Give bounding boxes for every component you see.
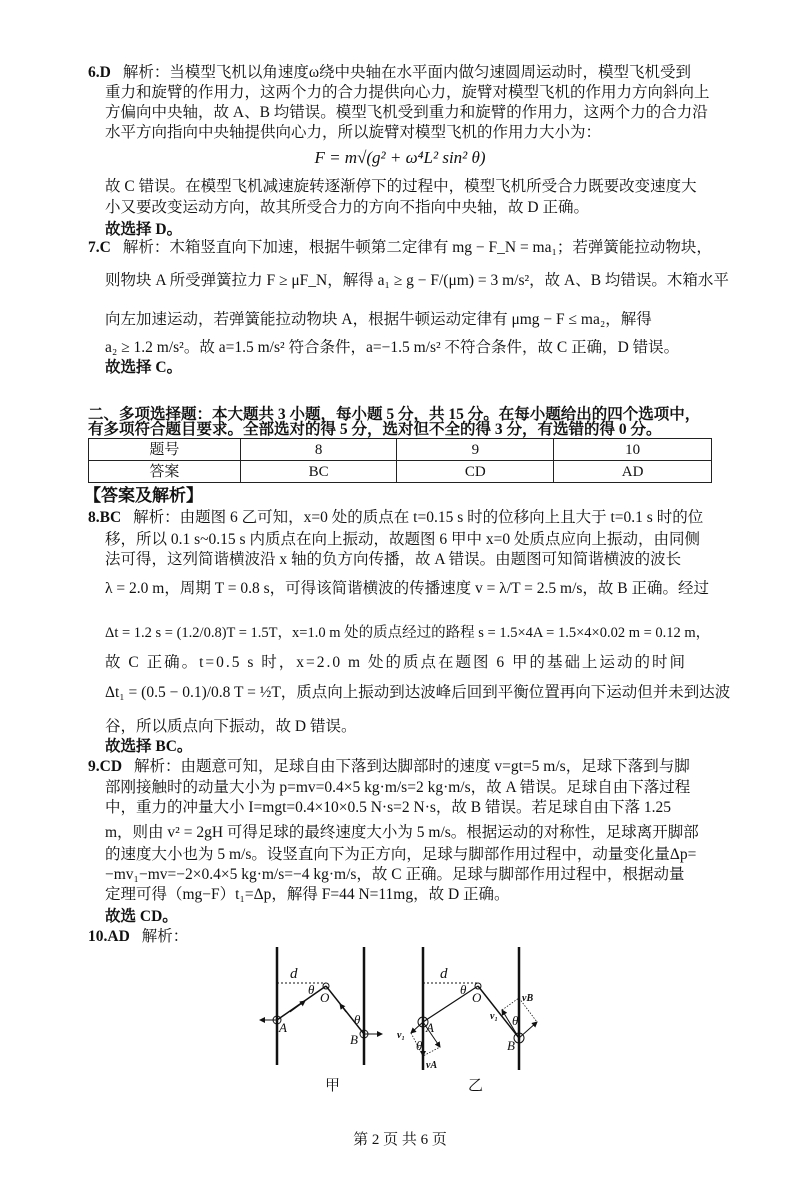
pulley-o [323,983,329,989]
row-header: 答案 [89,461,241,483]
label-theta: θ [354,1012,361,1027]
rope-b [478,986,519,1038]
table-cell: 9 [397,439,554,461]
q6-line: 小又要改变运动方向，故其所受合力的方向不指向中央轴，故 D 正确。 [105,199,589,216]
label-va: vA [426,1060,438,1071]
q8-label: 8.BC [88,509,122,526]
q6-line: 方偏向中央轴，故 A、B 均错误。模型飞机受到重力和旋臂的作用力，这两个力的合力沿 [105,104,708,121]
q6-label: 6.D [88,64,111,81]
q7-conclusion: 故选择 C。 [105,359,183,376]
q6-line: 故 C 错误。在模型飞机减速旋转逐渐停下的过程中，模型飞机所受合力既要改变速度大 [105,178,697,195]
answer-table [88,438,712,483]
tension-arrow [340,1004,346,1012]
label-b: B [507,1038,515,1053]
q8-line: 法可得，这列简谐横波沿 x 轴的负方向传播，故 A 错误。由题图可知简谐横波的波长 [105,551,682,568]
q9-conclusion: 故选 CD。 [105,908,178,925]
figure-jia [260,947,382,1065]
table-cell: 10 [554,439,712,461]
q8-conclusion: 故选择 BC。 [105,738,193,755]
caption-yi: 乙 [468,1078,484,1094]
table-cell: AD [554,461,712,483]
q7-line-1 [88,237,712,259]
q9-line: 部刚接触时的动量大小为 p=mv=0.4×5 kg·m/s=2 kg·m/s，故 A 错误。足球自由下落过程 [105,779,691,796]
label-theta: θ [460,982,467,997]
q8-line: Δt₁ = (0.5 − 0.1)/0.8 T = ½T，质点向上振动到达波峰后回到平衡位置再向下运动但并未到达波 [105,684,731,701]
figure-yi [411,947,537,1070]
q8-line: 谷，所以质点向下振动，故 D 错误。 [105,718,357,735]
q9-label: 9.CD [88,758,123,775]
label-o: O [320,990,330,1005]
velocity-arrow [519,1022,537,1038]
q9-text: 解析：由题意可知，足球自由下落到达脚部时的速度 v=gt=5 m/s，足球下落到与脚 [134,758,690,775]
q6-conclusion: 故选择 D。 [105,221,183,238]
velocity-arrow [411,1022,423,1033]
ring-b [514,1033,524,1043]
rope-a [423,986,478,1022]
q10-text: 解析： [141,928,189,945]
q9-line: m，则由 v² = 2gH 可得足球的最终速度大小为 5 m/s。根据运动的对称性，足球离开脚部 [105,824,699,841]
table-cell: 8 [240,439,397,461]
q10-line [88,926,698,948]
q10-label: 10.AD [88,928,130,945]
figure-labels [278,966,533,1071]
label-vb: vB [522,993,534,1004]
label-d: d [290,966,298,982]
label-v1: v₁ [397,1030,405,1041]
q8-line: 移，所以 0.1 s~0.15 s 内质点在向上振动，故题图 6 甲中 x=0 处质点应向上振动，由同侧 [105,531,700,548]
row-header: 题号 [89,439,241,461]
table-cell: BC [240,461,397,483]
q6-formula: F = m√(g² + ω⁴L² sin² θ) [314,148,486,167]
section2-heading-line: 有多项符合题目要求。全部选对的得 5 分，选对但不全的得 3 分，有选错的得 0 分。 [88,421,662,438]
ring-b [360,1030,368,1038]
label-d: d [440,966,448,982]
q8-line: Δt = 1.2 s = (1.2/0.8)T = 1.5T，x=1.0 m 处的质点经过的路程 s = 1.5×4A = 1.5×4×0.02 m = 0.12 m， [105,625,711,641]
q7-line: a₂ ≥ 1.2 m/s²。故 a=1.5 m/s² 符合条件，a=−1.5 m/s² 不符合条件，故 C 正确，D 错误。 [105,339,680,356]
velocity-arrow [502,1010,519,1038]
table-row [89,439,712,461]
label-theta: θ [308,982,315,997]
label-theta: θ [512,1013,519,1028]
rope-b [326,986,364,1034]
q9-line: 的速度大小也为 5 m/s。设竖直向下为正方向，足球与脚部作用过程中，动量变化量Δp= [105,846,697,863]
q7-line: 向左加速运动，若弹簧能拉动物块 A，根据牛顿运动定律有 μmg − F ≤ ma₂，解得 [105,311,652,328]
label-v1: v₁ [490,1011,498,1022]
q7-line: 则物块 A 所受弹簧拉力 F ≥ μF_N，解得 a₁ ≥ g − F/(μm) = 3 m/s²，故 A、B 均错误。木箱水平 [105,272,729,289]
label-theta: θ [416,1038,423,1053]
rope-a [277,986,326,1020]
label-a: A [279,1020,287,1035]
q8-text: 解析：由题图 6 乙可知，x=0 处的质点在 t=0.15 s 时的位移向上且大于 t=0.1 s 时的位 [133,509,704,526]
analysis-heading: 【答案及解析】 [84,486,203,505]
label-o: O [472,990,482,1005]
label-b: B [350,1032,358,1047]
page-footer: 第 2 页 共 6 页 [353,1132,447,1148]
ring-a [418,1017,428,1027]
table-row [89,461,712,483]
q9-line: 定理可得（mg−F）t₁=Δp，解得 F=44 N=11mg，故 D 正确。 [105,886,510,903]
pulley-o [475,983,481,989]
ring-a [273,1016,281,1024]
q9-line-1 [88,756,698,778]
q6-line: 重力和旋臂的作用力，这两个力的合力提供向心力，旋臂对模型飞机的作用力方向斜向上 [105,84,710,101]
tension-arrow [290,1001,305,1012]
q6-line: 水平方向指向中央轴提供向心力，所以旋臂对模型飞机的作用力大小为： [105,124,602,141]
q8-line: 故 C 正确。t=0.5 s 时，x=2.0 m 处的质点在题图 6 甲的基础上运动的时间 [105,654,687,671]
velocity-arrow [423,1022,440,1047]
q8-line: λ = 2.0 m，周期 T = 0.8 s，可得该简谐横波的传播速度 v = λ/T = 2.5 m/s，故 B 正确。经过 [105,580,710,597]
q9-line: −mv₁−mv=−2×0.4×5 kg·m/s=−4 kg·m/s，故 C 正确。足球与脚部作用过程中，根据动量 [105,866,685,883]
q9-line: 中，重力的冲量大小 I=mgt=0.4×10×0.5 N·s=2 N·s，故 B 错误。若足球自由下落 1.25 [105,799,671,816]
q8-line-1 [88,507,704,529]
table-cell: CD [397,461,554,483]
label-a: A [426,1020,434,1035]
q6-text: 解析：当模型飞机以角速度ω绕中央轴在水平面内做匀速圆周运动时，模型飞机受到 [122,64,692,81]
section2-heading-line: 二、多项选择题：本大题共 3 小题，每小题 5 分，共 15 分。在每小题给出的四个选项中， [88,406,701,423]
q6-line-1 [88,62,698,84]
q7-label: 7.C [88,239,111,256]
caption-jia: 甲 [325,1078,341,1094]
q7-text: 解析：木箱竖直向下加速，根据牛顿第二定律有 mg − F_N = ma₁；若弹簧能拉动物块， [122,239,712,256]
